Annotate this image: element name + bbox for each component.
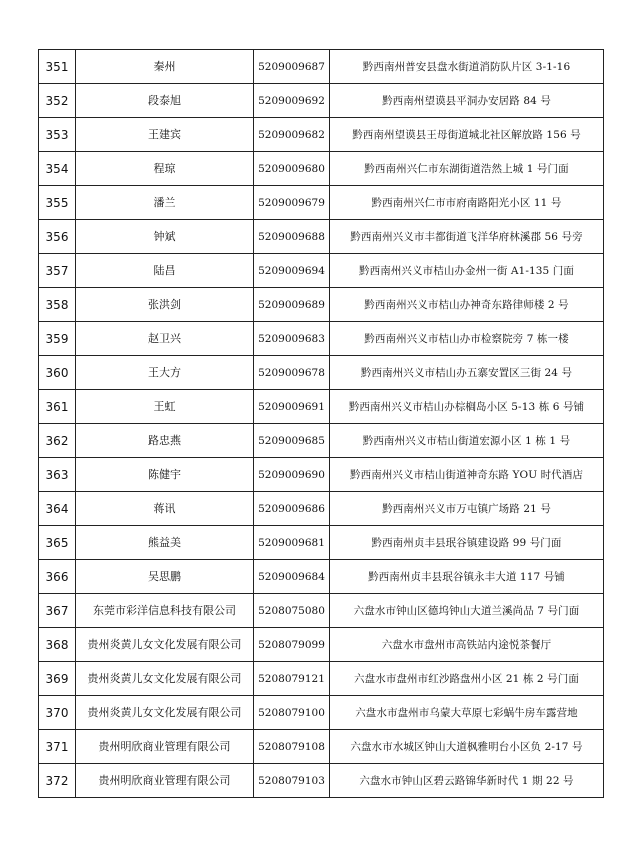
row-code-cell: 5208079099 [254, 628, 330, 662]
row-address-cell: 黔西南州贞丰县珉谷镇永丰大道 117 号铺 [330, 560, 604, 594]
row-address-cell: 黔西南州兴义市桔山街道神奇东路 YOU 时代酒店 [330, 458, 604, 492]
table-row [39, 288, 604, 322]
row-address-cell: 黔西南州望谟县王母街道城北社区解放路 156 号 [330, 118, 604, 152]
row-address-cell: 黔西南州兴仁市东湖街道浩然上城 1 号门面 [330, 152, 604, 186]
row-index-cell: 351 [39, 50, 76, 84]
row-name-cell: 熊益美 [76, 526, 254, 560]
row-index-cell: 371 [39, 730, 76, 764]
table-row [39, 50, 604, 84]
row-name-cell: 贵州明欣商业管理有限公司 [76, 730, 254, 764]
row-index-cell: 356 [39, 220, 76, 254]
row-code-cell: 5208079103 [254, 764, 330, 798]
row-index-cell: 362 [39, 424, 76, 458]
row-index-cell: 352 [39, 84, 76, 118]
row-code-cell: 5208079121 [254, 662, 330, 696]
row-address-cell: 黔西南州兴义市桔山办五寨安置区三街 24 号 [330, 356, 604, 390]
row-index-cell: 361 [39, 390, 76, 424]
row-address-cell: 黔西南州兴义市桔山街道宏源小区 1 栋 1 号 [330, 424, 604, 458]
row-index-cell: 355 [39, 186, 76, 220]
row-index-cell: 353 [39, 118, 76, 152]
row-code-cell: 5209009694 [254, 254, 330, 288]
row-index-cell: 358 [39, 288, 76, 322]
row-address-cell: 六盘水市盘州市高铁站内途悦茶餐厅 [330, 628, 604, 662]
row-address-cell: 黔西南州普安县盘水街道消防队片区 3-1-16 [330, 50, 604, 84]
table-row [39, 492, 604, 526]
row-code-cell: 5209009690 [254, 458, 330, 492]
row-code-cell: 5208079100 [254, 696, 330, 730]
row-index-cell: 363 [39, 458, 76, 492]
lottery-outlet-table [38, 49, 604, 798]
table-row [39, 662, 604, 696]
row-code-cell: 5208079108 [254, 730, 330, 764]
row-code-cell: 5209009689 [254, 288, 330, 322]
table-row [39, 322, 604, 356]
table-body [39, 50, 604, 798]
row-name-cell: 王虹 [76, 390, 254, 424]
row-index-cell: 369 [39, 662, 76, 696]
row-name-cell: 程琼 [76, 152, 254, 186]
row-name-cell: 陈健宇 [76, 458, 254, 492]
table-row [39, 458, 604, 492]
row-index-cell: 368 [39, 628, 76, 662]
row-address-cell: 黔西南州望谟县平洞办安居路 84 号 [330, 84, 604, 118]
row-name-cell: 钟斌 [76, 220, 254, 254]
row-code-cell: 5209009680 [254, 152, 330, 186]
row-address-cell: 黔西南州贞丰县珉谷镇建设路 99 号门面 [330, 526, 604, 560]
table-row [39, 152, 604, 186]
row-index-cell: 372 [39, 764, 76, 798]
row-name-cell: 东莞市彩洋信息科技有限公司 [76, 594, 254, 628]
row-address-cell: 黔西南州兴义市万屯镇广场路 21 号 [330, 492, 604, 526]
row-name-cell: 王大方 [76, 356, 254, 390]
row-code-cell: 5209009679 [254, 186, 330, 220]
table-row [39, 696, 604, 730]
table-row [39, 730, 604, 764]
row-index-cell: 367 [39, 594, 76, 628]
table-row [39, 390, 604, 424]
row-name-cell: 陆昌 [76, 254, 254, 288]
row-code-cell: 5209009678 [254, 356, 330, 390]
row-address-cell: 六盘水市钟山区德坞钟山大道兰溪尚品 7 号门面 [330, 594, 604, 628]
table-row [39, 186, 604, 220]
row-code-cell: 5209009688 [254, 220, 330, 254]
row-name-cell: 段泰旭 [76, 84, 254, 118]
row-code-cell: 5209009683 [254, 322, 330, 356]
row-index-cell: 364 [39, 492, 76, 526]
table-row [39, 356, 604, 390]
row-code-cell: 5209009684 [254, 560, 330, 594]
row-name-cell: 贵州明欣商业管理有限公司 [76, 764, 254, 798]
row-index-cell: 359 [39, 322, 76, 356]
row-address-cell: 六盘水市钟山区碧云路锦华新时代 1 期 22 号 [330, 764, 604, 798]
row-name-cell: 赵卫兴 [76, 322, 254, 356]
row-code-cell: 5209009692 [254, 84, 330, 118]
row-index-cell: 357 [39, 254, 76, 288]
row-name-cell: 蒋讯 [76, 492, 254, 526]
row-address-cell: 六盘水市盘州市红沙路盘州小区 21 栋 2 号门面 [330, 662, 604, 696]
row-code-cell: 5208075080 [254, 594, 330, 628]
row-code-cell: 5209009682 [254, 118, 330, 152]
row-code-cell: 5209009686 [254, 492, 330, 526]
table-row [39, 220, 604, 254]
row-address-cell: 六盘水市盘州市乌蒙大草原七彩蜗牛房车露营地 [330, 696, 604, 730]
row-address-cell: 黔西南州兴仁市市府南路阳光小区 11 号 [330, 186, 604, 220]
row-index-cell: 365 [39, 526, 76, 560]
row-name-cell: 潘兰 [76, 186, 254, 220]
row-address-cell: 黔西南州兴义市丰都街道飞洋华府林溪郡 56 号旁 [330, 220, 604, 254]
table-row [39, 764, 604, 798]
row-code-cell: 5209009691 [254, 390, 330, 424]
row-address-cell: 黔西南州兴义市桔山办市检察院旁 7 栋一楼 [330, 322, 604, 356]
table-row [39, 84, 604, 118]
table-row [39, 526, 604, 560]
table-row [39, 424, 604, 458]
row-name-cell: 路忠燕 [76, 424, 254, 458]
row-name-cell: 贵州炎黄儿女文化发展有限公司 [76, 662, 254, 696]
row-name-cell: 贵州炎黄儿女文化发展有限公司 [76, 628, 254, 662]
row-name-cell: 贵州炎黄儿女文化发展有限公司 [76, 696, 254, 730]
table-row [39, 118, 604, 152]
row-index-cell: 366 [39, 560, 76, 594]
row-name-cell: 秦州 [76, 50, 254, 84]
row-name-cell: 王建宾 [76, 118, 254, 152]
table-row [39, 254, 604, 288]
row-index-cell: 360 [39, 356, 76, 390]
row-name-cell: 吴思鹏 [76, 560, 254, 594]
table-row [39, 594, 604, 628]
row-name-cell: 张洪剑 [76, 288, 254, 322]
row-address-cell: 六盘水市水城区钟山大道枫雅明台小区负 2-17 号 [330, 730, 604, 764]
table-row [39, 560, 604, 594]
row-index-cell: 370 [39, 696, 76, 730]
row-address-cell: 黔西南州兴义市桔山办神奇东路律师楼 2 号 [330, 288, 604, 322]
row-code-cell: 5209009681 [254, 526, 330, 560]
row-code-cell: 5209009687 [254, 50, 330, 84]
table-row [39, 628, 604, 662]
row-address-cell: 黔西南州兴义市桔山办金州一街 A1-135 门面 [330, 254, 604, 288]
row-index-cell: 354 [39, 152, 76, 186]
row-address-cell: 黔西南州兴义市桔山办棕榈岛小区 5-13 栋 6 号铺 [330, 390, 604, 424]
row-code-cell: 5209009685 [254, 424, 330, 458]
